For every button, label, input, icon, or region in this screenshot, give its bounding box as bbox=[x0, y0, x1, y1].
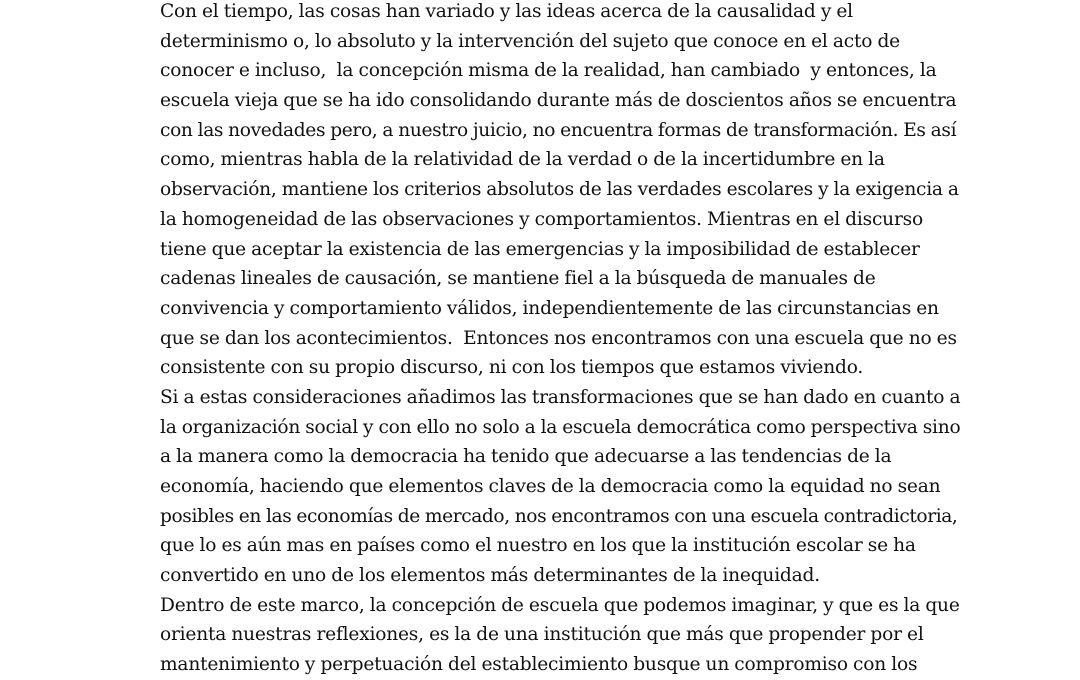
text-line: escuela vieja que se ha ido consolidando durante más de doscientos años se encuentra bbox=[160, 90, 957, 112]
text-line: economía, haciendo que elementos claves de la democracia como la equidad no sean bbox=[160, 476, 941, 497]
text-line: convertido en uno de los elementos más determinantes de la inequidad. bbox=[160, 565, 820, 587]
text-line: cadenas lineales de causación, se mantiene fiel a la búsqueda de manuales de bbox=[160, 268, 876, 290]
text-line: orienta nuestras reflexiones, es la de una institución que más que propender por el bbox=[160, 624, 924, 646]
text-line: que lo es aún mas en países como el nuestro en los que la institución escolar se ha bbox=[160, 535, 916, 557]
text-line: determinismo o, lo absoluto y la intervención del sujeto que conoce en el acto de bbox=[160, 30, 900, 52]
text-line: Dentro de este marco, la concepción de escuela que podemos imaginar, y que es la que bbox=[160, 594, 960, 616]
text-line: como, mientras habla de la relatividad de la verdad o de la incertidumbre en la bbox=[160, 149, 885, 171]
text-line: la organización social y con ello no solo a la escuela democrática como perspectiva sino bbox=[160, 416, 961, 438]
text-line: con las novedades pero, a nuestro juicio, no encuentra formas de transformación. Es así bbox=[160, 119, 957, 141]
text-line: tiene que aceptar la existencia de las emergencias y la imposibilidad de establecer bbox=[160, 238, 920, 260]
text-line: consistente con su propio discurso, ni con los tiempos que estamos viviendo. bbox=[160, 357, 864, 379]
text-line: observación, mantiene los criterios absolutos de las verdades escolares y la exigencia a bbox=[160, 179, 959, 201]
text-line: que se dan los acontecimientos. Entonces nos encontramos con una escuela que no es bbox=[160, 327, 957, 349]
text-line: conocer e incluso, la concepción misma de la realidad, han cambiado y entonces, la bbox=[160, 60, 937, 82]
text-line: la homogeneidad de las observaciones y comportamientos. Mientras en el discurso bbox=[160, 208, 923, 230]
text-line: Si a estas consideraciones añadimos las transformaciones que se han dado en cuanto a bbox=[160, 386, 961, 408]
text-line: Con el tiempo, las cosas han variado y las ideas acerca de la causalidad y el bbox=[160, 1, 853, 22]
body-text bbox=[160, 0, 960, 680]
text-line: mantenimiento y perpetuación del establecimiento busque un compromiso con los bbox=[160, 654, 918, 676]
text-line: a la manera como la democracia ha tenido que adecuarse a las tendencias de la bbox=[160, 446, 892, 468]
text-line: convivencia y comportamiento válidos, independientemente de las circunstancias en bbox=[160, 297, 939, 319]
text-line: posibles en las economías de mercado, nos encontramos con una escuela contradictoria, bbox=[160, 505, 958, 527]
